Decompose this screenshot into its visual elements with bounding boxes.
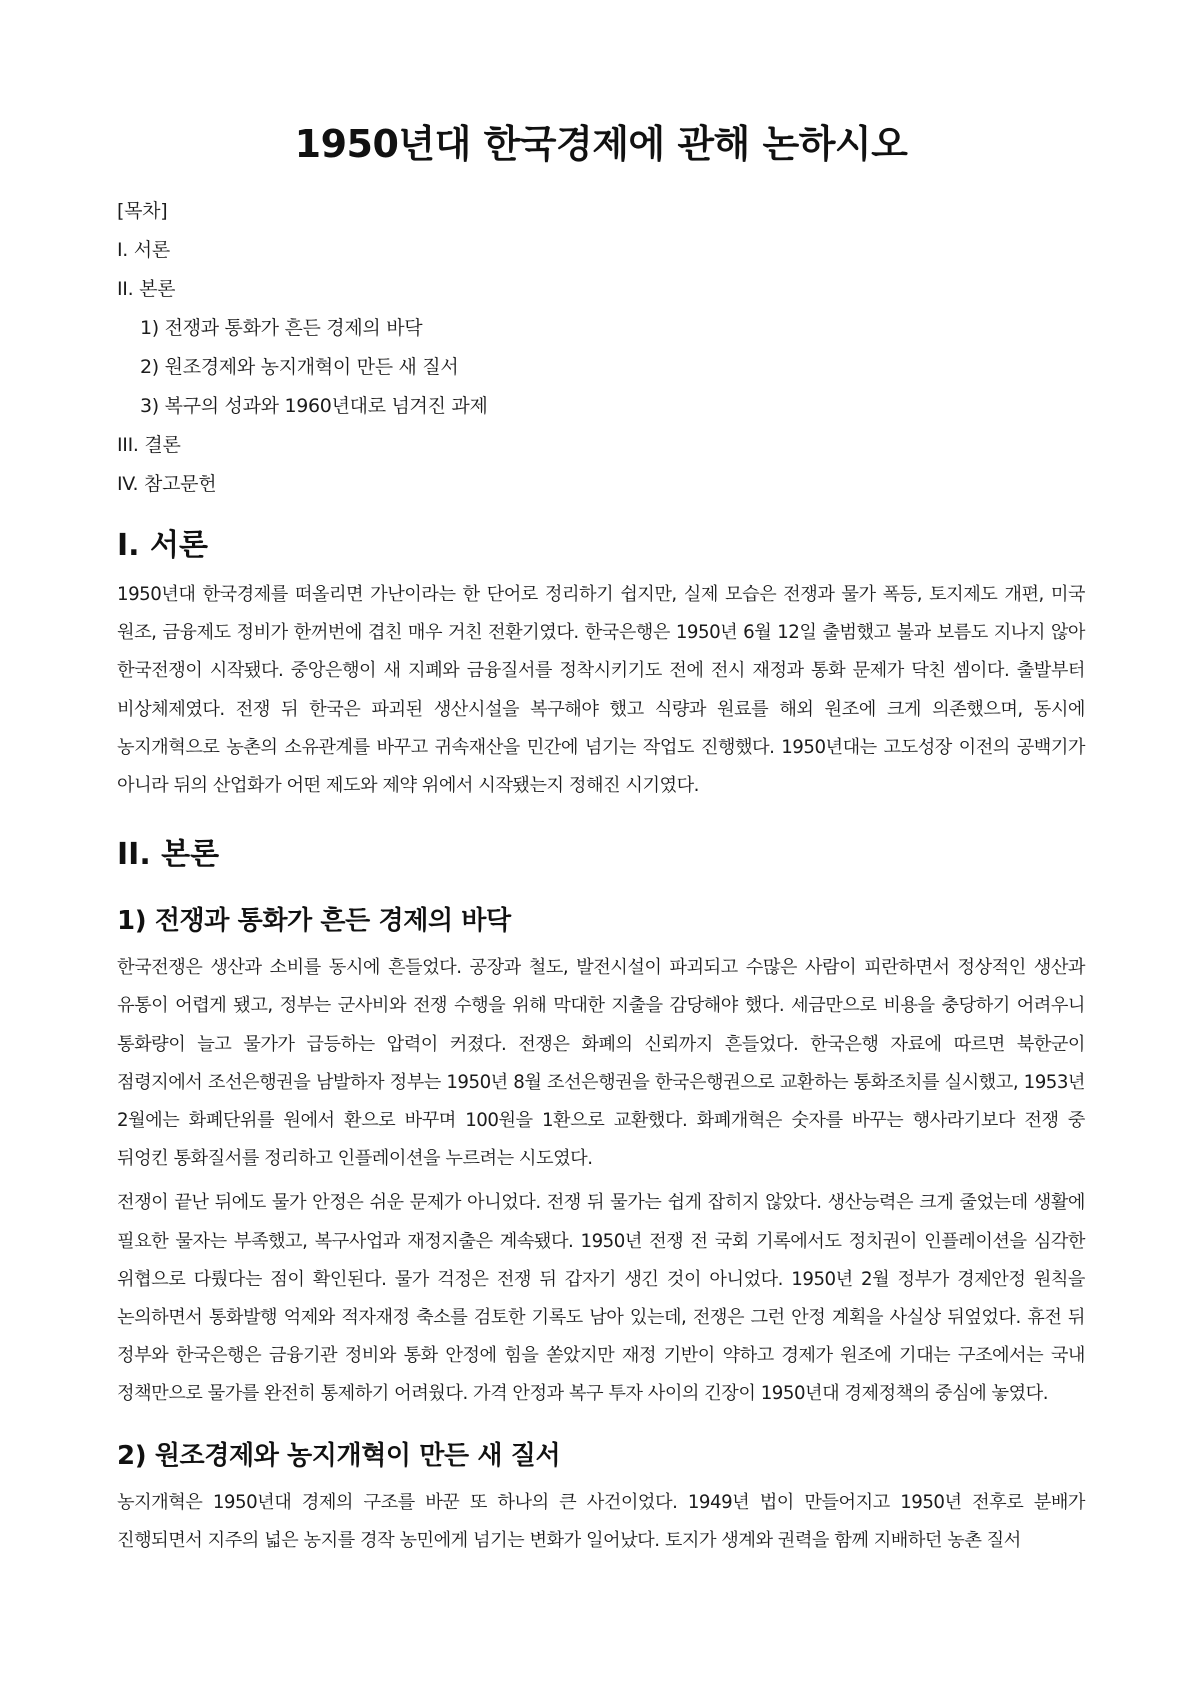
subsection-heading-war-and-currency: 1) 전쟁과 통화가 흔든 경제의 바닥 — [117, 906, 511, 937]
body-paragraph: 한국전쟁은 생산과 소비를 동시에 흔들었다. 공장과 철도, 발전시설이 파괴되고 수많은 사람이 피란하면서 정상적인 생산과 유통이 어렵게 됐고, 정부는 군사비와 전쟁 수행을 위해 막대한 지출을 감당해야 했다. 세금만으로 비용을 충당하기 어려우니 통화량이 늘고 물가가 급등하는 압력이 커졌다. 전쟁은 화폐의 신뢰까지 흔들었다. 한국은행 자료에 따르면 북한군이 점령지에서 조선은행권을 남발하자 정부는 1950년 8월 조선은행권을 한국은행권으로 교환하는 통화조치를 실시했고, 1953년 2월에는 화폐단위를 원에서 환으로 바꾸며 100원을 1환으로 교환했다. 화폐개혁은 숫자를 바꾸는 행사라기보다 전쟁 중 뒤엉킨 통화질서를 정리하고 인플레이션을 누르려는 시도였다. — [117, 957, 1085, 1170]
toc-item-conclusion: III. 결론 — [117, 434, 181, 456]
toc-item-body-2: 2) 원조경제와 농지개혁이 만든 새 질서 — [140, 356, 459, 378]
subsection-heading-aid-and-land-reform: 2) 원조경제와 농지개혁이 만든 새 질서 — [117, 1440, 561, 1471]
section-heading-body: II. 본론 — [117, 837, 220, 873]
section-heading-introduction: I. 서론 — [117, 528, 208, 563]
body-paragraph: 농지개혁은 1950년대 경제의 구조를 바꾼 또 하나의 큰 사건이었다. 1949년 법이 만들어지고 1950년 전후로 분배가 진행되면서 지주의 넓은 농지를 경작 농민에게 넘기는 변화가 일어났다. 토지가 생계와 권력을 함께 지배하던 농촌 질서 — [117, 1491, 1085, 1551]
toc-heading: [목차] — [117, 200, 168, 222]
toc-item-references: IV. 참고문헌 — [117, 473, 217, 495]
toc-item-body-1: 1) 전쟁과 통화가 흔든 경제의 바닥 — [140, 317, 423, 339]
body-paragraph: 전쟁이 끝난 뒤에도 물가 안정은 쉬운 문제가 아니었다. 전쟁 뒤 물가는 쉽게 잡히지 않았다. 생산능력은 크게 줄었는데 생활에 필요한 물자는 부족했고, 복구사업과 재정지출은 계속됐다. 1950년 전쟁 전 국회 기록에서도 정치권이 인플레이션을 심각한 위협으로 다뤘다는 점이 확인된다. 물가 걱정은 전쟁 뒤 갑자기 생긴 것이 아니었다. 1950년 2월 정부가 경제안정 원칙을 논의하면서 통화발행 억제와 적자재정 축소를 검토한 기록도 남아 있는데, 전쟁은 그런 안정 계획을 사실상 뒤엎었다. 휴전 뒤 정부와 한국은행은 금융기관 정비와 통화 안정에 힘을 쏟았지만 재정 기반이 약하고 경제가 원조에 기대는 구조에서는 국내 정책만으로 물가를 완전히 통제하기 어려웠다. 가격 안정과 복구 투자 사이의 긴장이 1950년대 경제정책의 중심에 놓였다. — [117, 1192, 1085, 1405]
table-of-contents — [117, 192, 1085, 504]
toc-item-body: II. 본론 — [117, 278, 176, 300]
introduction-paragraph: 1950년대 한국경제를 떠올리면 가난이라는 한 단어로 정리하기 쉽지만, 실제 모습은 전쟁과 물가 폭등, 토지제도 개편, 미국 원조, 금융제도 정비가 한꺼번에 겹친 매우 거친 전환기였다. 한국은행은 1950년 6월 12일 출범했고 불과 보름도 지나지 않아 한국전쟁이 시작됐다. 중앙은행이 새 지폐와 금융질서를 정착시키기도 전에 전시 재정과 통화 문제가 닥친 셈이다. 출발부터 비상체제였다. 전쟁 뒤 한국은 파괴된 생산시설을 복구해야 했고 식량과 원료를 해외 원조에 크게 의존했으며, 동시에 농지개혁으로 농촌의 소유관계를 바꾸고 귀속재산을 민간에 넘기는 작업도 진행했다. 1950년대는 고도성장 이전의 공백기가 아니라 뒤의 산업화가 어떤 제도와 제약 위에서 시작됐는지 정해진 시기였다. — [117, 584, 1085, 797]
toc-item-introduction: I. 서론 — [117, 239, 170, 261]
document-title: 1950년대 한국경제에 관해 논하시오 — [294, 122, 908, 166]
toc-item-body-3: 3) 복구의 성과와 1960년대로 넘겨진 과제 — [140, 395, 488, 417]
document-page — [117, 118, 1085, 1566]
